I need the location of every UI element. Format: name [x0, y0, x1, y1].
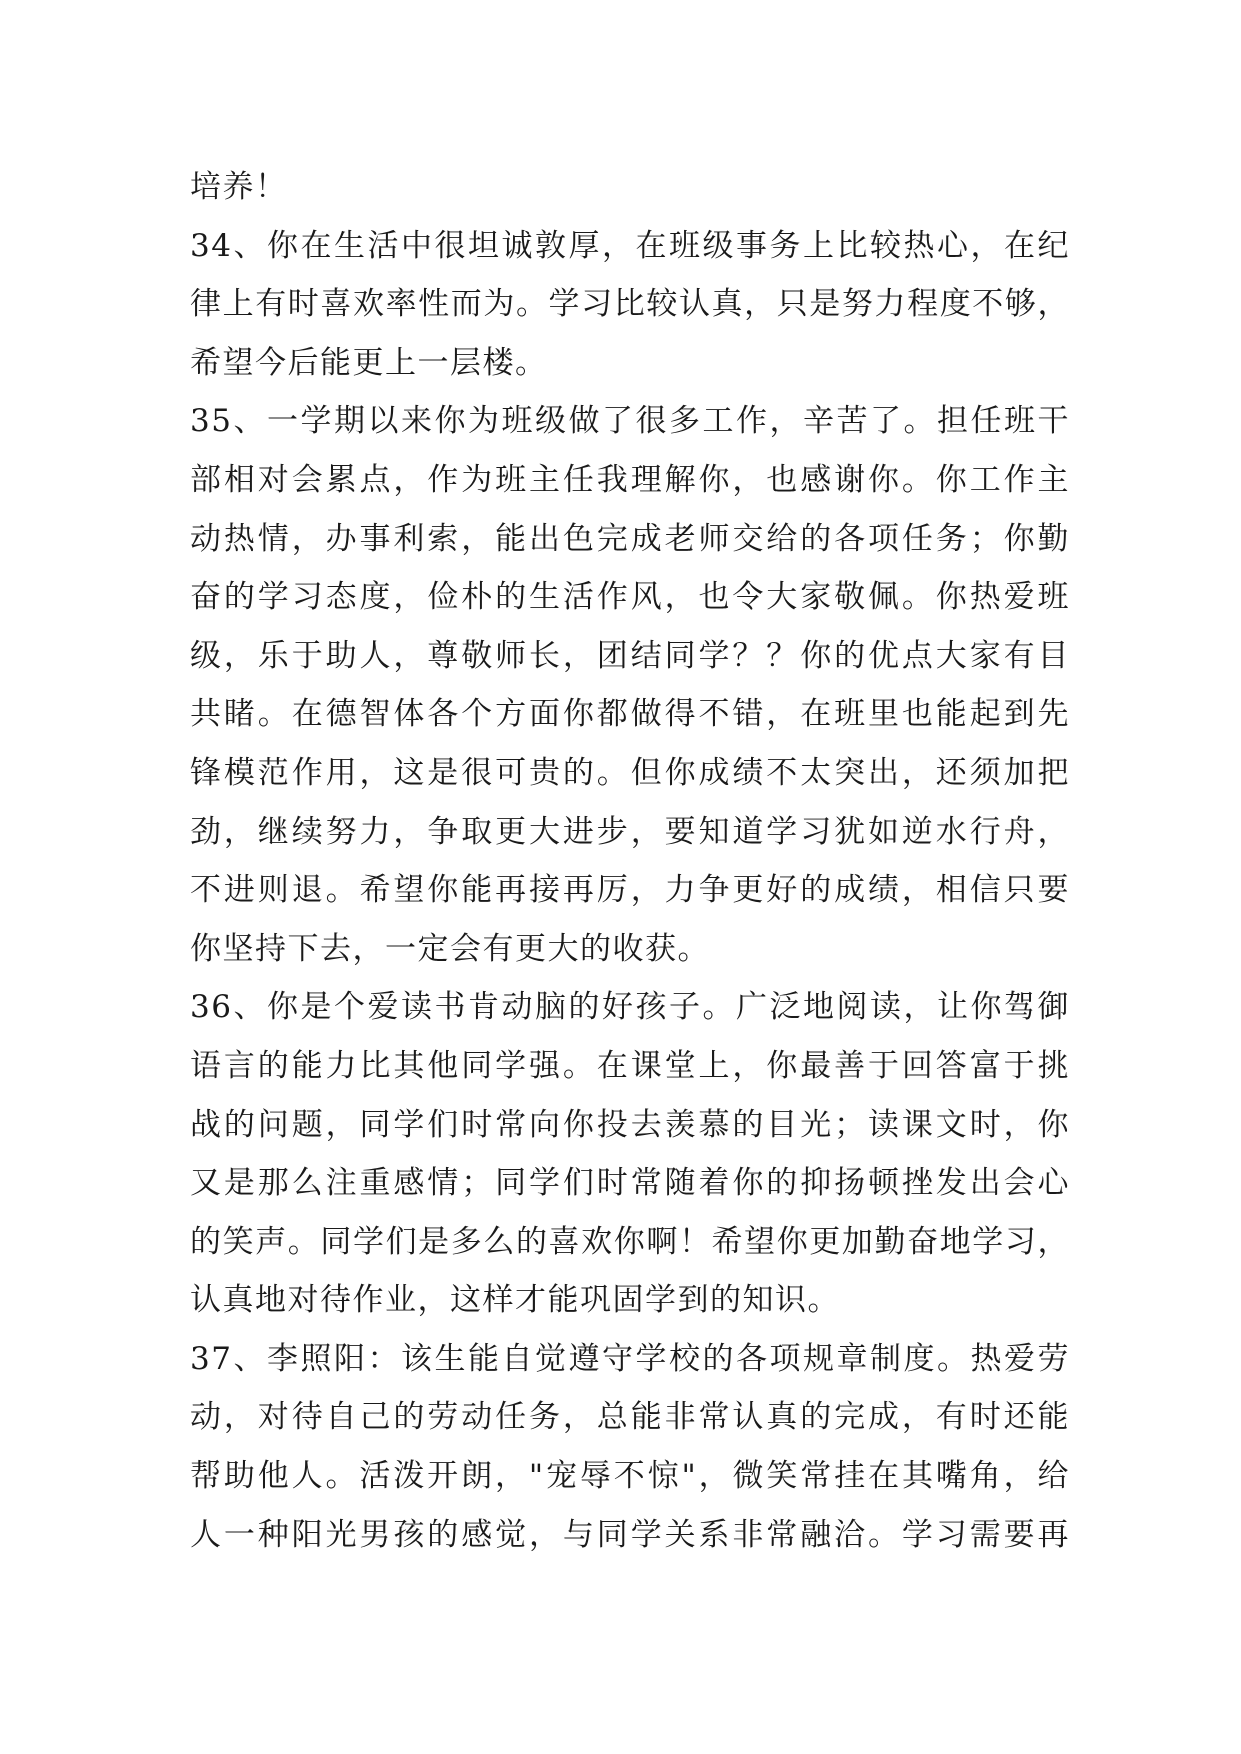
text-line: 部相对会累点，作为班主任我理解你，也感谢你。你工作主 [190, 461, 1070, 498]
text-line: 人一种阳光男孩的感觉，与同学关系非常融洽。学习需要再 [190, 1516, 1070, 1553]
text-line: 35、一学期以来你为班级做了很多工作，辛苦了。担任班干 [190, 403, 1070, 440]
text-line: 帮助他人。活泼开朗，"宠辱不惊"，微笑常挂在其嘴角，给 [190, 1458, 1070, 1495]
text-line: 战的问题，同学们时常向你投去羡慕的目光；读课文时，你 [190, 1106, 1070, 1143]
text-line: 培养！ [190, 169, 288, 205]
text-line: 37、李照阳：该生能自觉遵守学校的各项规章制度。热爱劳 [190, 1340, 1070, 1377]
text-line: 级，乐于助人，尊敬师长，团结同学？？你的优点大家有目 [190, 637, 1070, 674]
text-line: 动热情，办事利索，能出色完成老师交给的各项任务；你勤 [190, 520, 1070, 557]
text-line: 锋模范作用，这是很可贵的。但你成绩不太突出，还须加把 [190, 754, 1070, 791]
text-line: 又是那么注重感情；同学们时常随着你的抑扬顿挫发出会心 [190, 1165, 1070, 1202]
text-line: 认真地对待作业，这样才能巩固学到的知识。 [190, 1282, 840, 1319]
text-line: 的笑声。同学们是多么的喜欢你啊！希望你更加勤奋地学习， [190, 1223, 1070, 1260]
document-body [190, 158, 1070, 1564]
text-line: 你坚持下去，一定会有更大的收获。 [190, 930, 710, 967]
text-line: 劲，继续努力，争取更大进步，要知道学习犹如逆水行舟， [190, 813, 1070, 850]
text-line: 奋的学习态度，俭朴的生活作风，也令大家敬佩。你热爱班 [190, 579, 1070, 616]
text-line: 不进则退。希望你能再接再厉，力争更好的成绩，相信只要 [190, 872, 1070, 909]
text-line: 动，对待自己的劳动任务，总能非常认真的完成，有时还能 [190, 1399, 1070, 1436]
text-line: 36、你是个爱读书肯动脑的好孩子。广泛地阅读，让你驾御 [190, 989, 1070, 1026]
text-line: 语言的能力比其他同学强。在课堂上，你最善于回答富于挑 [190, 1047, 1070, 1084]
text-line: 律上有时喜欢率性而为。学习比较认真，只是努力程度不够， [190, 286, 1070, 323]
text-line: 34、你在生活中很坦诚敦厚，在班级事务上比较热心，在纪 [190, 227, 1070, 264]
text-line: 希望今后能更上一层楼。 [190, 344, 548, 381]
text-line: 共睹。在德智体各个方面你都做得不错，在班里也能起到先 [190, 696, 1070, 733]
